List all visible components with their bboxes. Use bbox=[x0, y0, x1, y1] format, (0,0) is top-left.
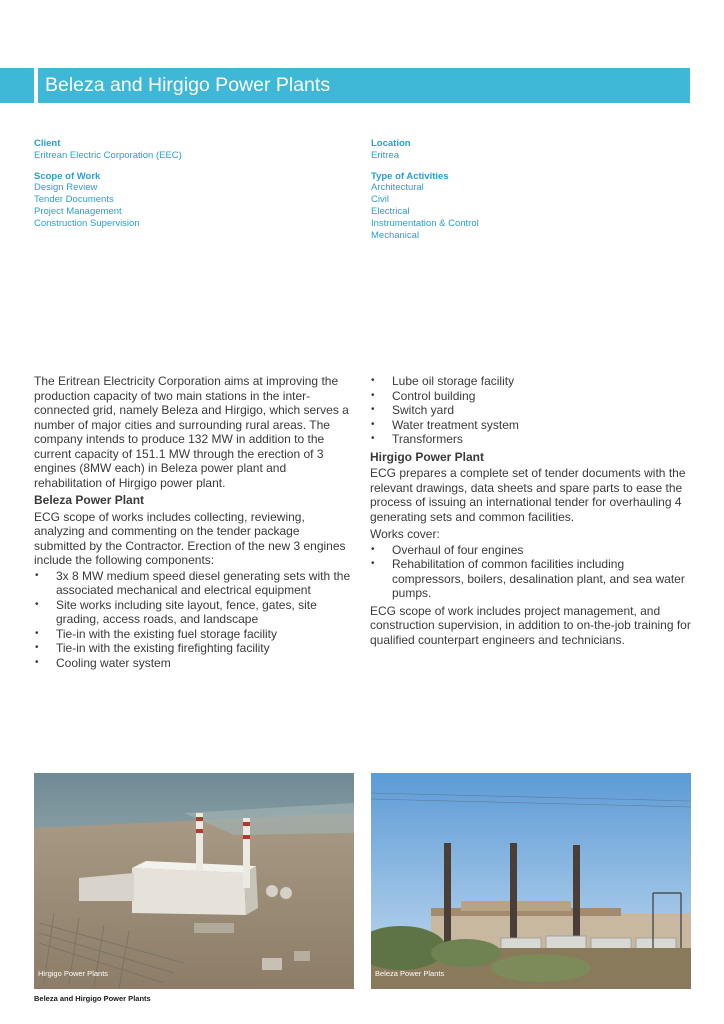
client-label: Client bbox=[34, 138, 61, 149]
closing-paragraph: ECG scope of work includes project management, and construction supervision, in addition to on-the-job training for qualified counterpart engineers and technicians. bbox=[370, 603, 691, 647]
works-cover-label: Works cover: bbox=[370, 527, 440, 541]
beleza-plant-image bbox=[371, 773, 691, 989]
activity-item: Civil bbox=[371, 194, 389, 206]
client-value: Eritrean Electric Corporation (EEC) bbox=[34, 149, 182, 161]
list-item: • Lube oil storage facility bbox=[370, 374, 692, 389]
page-title: Beleza and Hirgigo Power Plants bbox=[45, 74, 331, 96]
hirgigo-paragraph: ECG prepares a complete set of tender documents with the relevant drawings, data sheets and spare parts to ease the process of issuing an international tender for overhauling 4 generating sets and common facilities. bbox=[370, 466, 686, 524]
list-item: • Rehabilitation of common facilities including compressors, boilers, desalination plant, and sea water pumps. bbox=[370, 557, 692, 601]
activities-label: Type of Activities bbox=[371, 170, 449, 182]
list-item: • Cooling water system bbox=[34, 656, 352, 671]
list-item: • Overhaul of four engines bbox=[370, 543, 692, 558]
list-item: • Control building bbox=[370, 389, 692, 404]
scope-item: Project Management bbox=[34, 205, 122, 217]
title-bar bbox=[38, 68, 690, 103]
footer-label: Beleza and Hirgigo Power Plants bbox=[34, 994, 151, 1003]
photo-caption: Beleza Power Plants bbox=[375, 969, 445, 978]
list-item: • 3x 8 MW medium speed diesel generating sets with the associated mechanical and electrical equipment bbox=[34, 569, 352, 598]
activity-item: Electrical bbox=[371, 205, 410, 217]
list-item: • Switch yard bbox=[370, 403, 692, 418]
meta-left bbox=[34, 138, 334, 230]
list-item: • Site works including site layout, fence, gates, site grading, access roads, and landscape bbox=[34, 598, 352, 627]
location-label: Location bbox=[371, 138, 411, 149]
works-list bbox=[370, 543, 692, 601]
location-value: Eritrea bbox=[371, 149, 399, 161]
meta-right bbox=[371, 138, 671, 241]
list-item: • Tie-in with the existing fuel storage facility bbox=[34, 627, 352, 642]
list-item: • Water treatment system bbox=[370, 418, 692, 433]
hirgigo-heading: Hirgigo Power Plant bbox=[370, 449, 485, 464]
scope-item: Construction Supervision bbox=[34, 217, 140, 229]
hirgigo-plant-image bbox=[34, 773, 354, 989]
list-item: • Tie-in with the existing firefighting facility bbox=[34, 641, 352, 656]
body-right-column bbox=[370, 374, 692, 648]
activity-item: Instrumentation & Control bbox=[371, 217, 479, 229]
scope-label: Scope of Work bbox=[34, 170, 101, 182]
body-left-column bbox=[34, 374, 352, 672]
beleza-heading: Beleza Power Plant bbox=[34, 493, 145, 507]
beleza-photo bbox=[371, 773, 691, 989]
scope-item: Tender Documents bbox=[34, 194, 114, 206]
activity-item: Mechanical bbox=[371, 229, 420, 241]
beleza-paragraph: ECG scope of works includes collecting, reviewing, analyzing and commenting on the tender package submitted by the Contractor. Erection of the new 3 engines include the following components: bbox=[34, 509, 346, 567]
beleza-components-list bbox=[34, 569, 352, 671]
hirgigo-photo bbox=[34, 773, 354, 989]
beleza-components-continued bbox=[370, 374, 692, 447]
accent-square bbox=[0, 68, 34, 103]
scope-item: Design Review bbox=[34, 182, 98, 194]
activity-item: Architectural bbox=[371, 182, 424, 194]
scope-list bbox=[34, 182, 334, 229]
list-item: • Transformers bbox=[370, 432, 692, 447]
photo-caption: Hirgigo Power Plants bbox=[38, 969, 109, 978]
activities-list bbox=[371, 182, 671, 241]
intro-paragraph: The Eritrean Electricity Corporation aims at improving the production capacity of two main stations in the inter-connected grid, namely Beleza and Hirgigo, which serves a number of major cities and surrounding rural areas. The company intends to produce 132 MW in addition to the current capacity of 151.1 MW through the erection of 3 engines (8MW each) in Beleza power plant and rehabilitation of Hirgigo power plant. bbox=[34, 374, 349, 490]
